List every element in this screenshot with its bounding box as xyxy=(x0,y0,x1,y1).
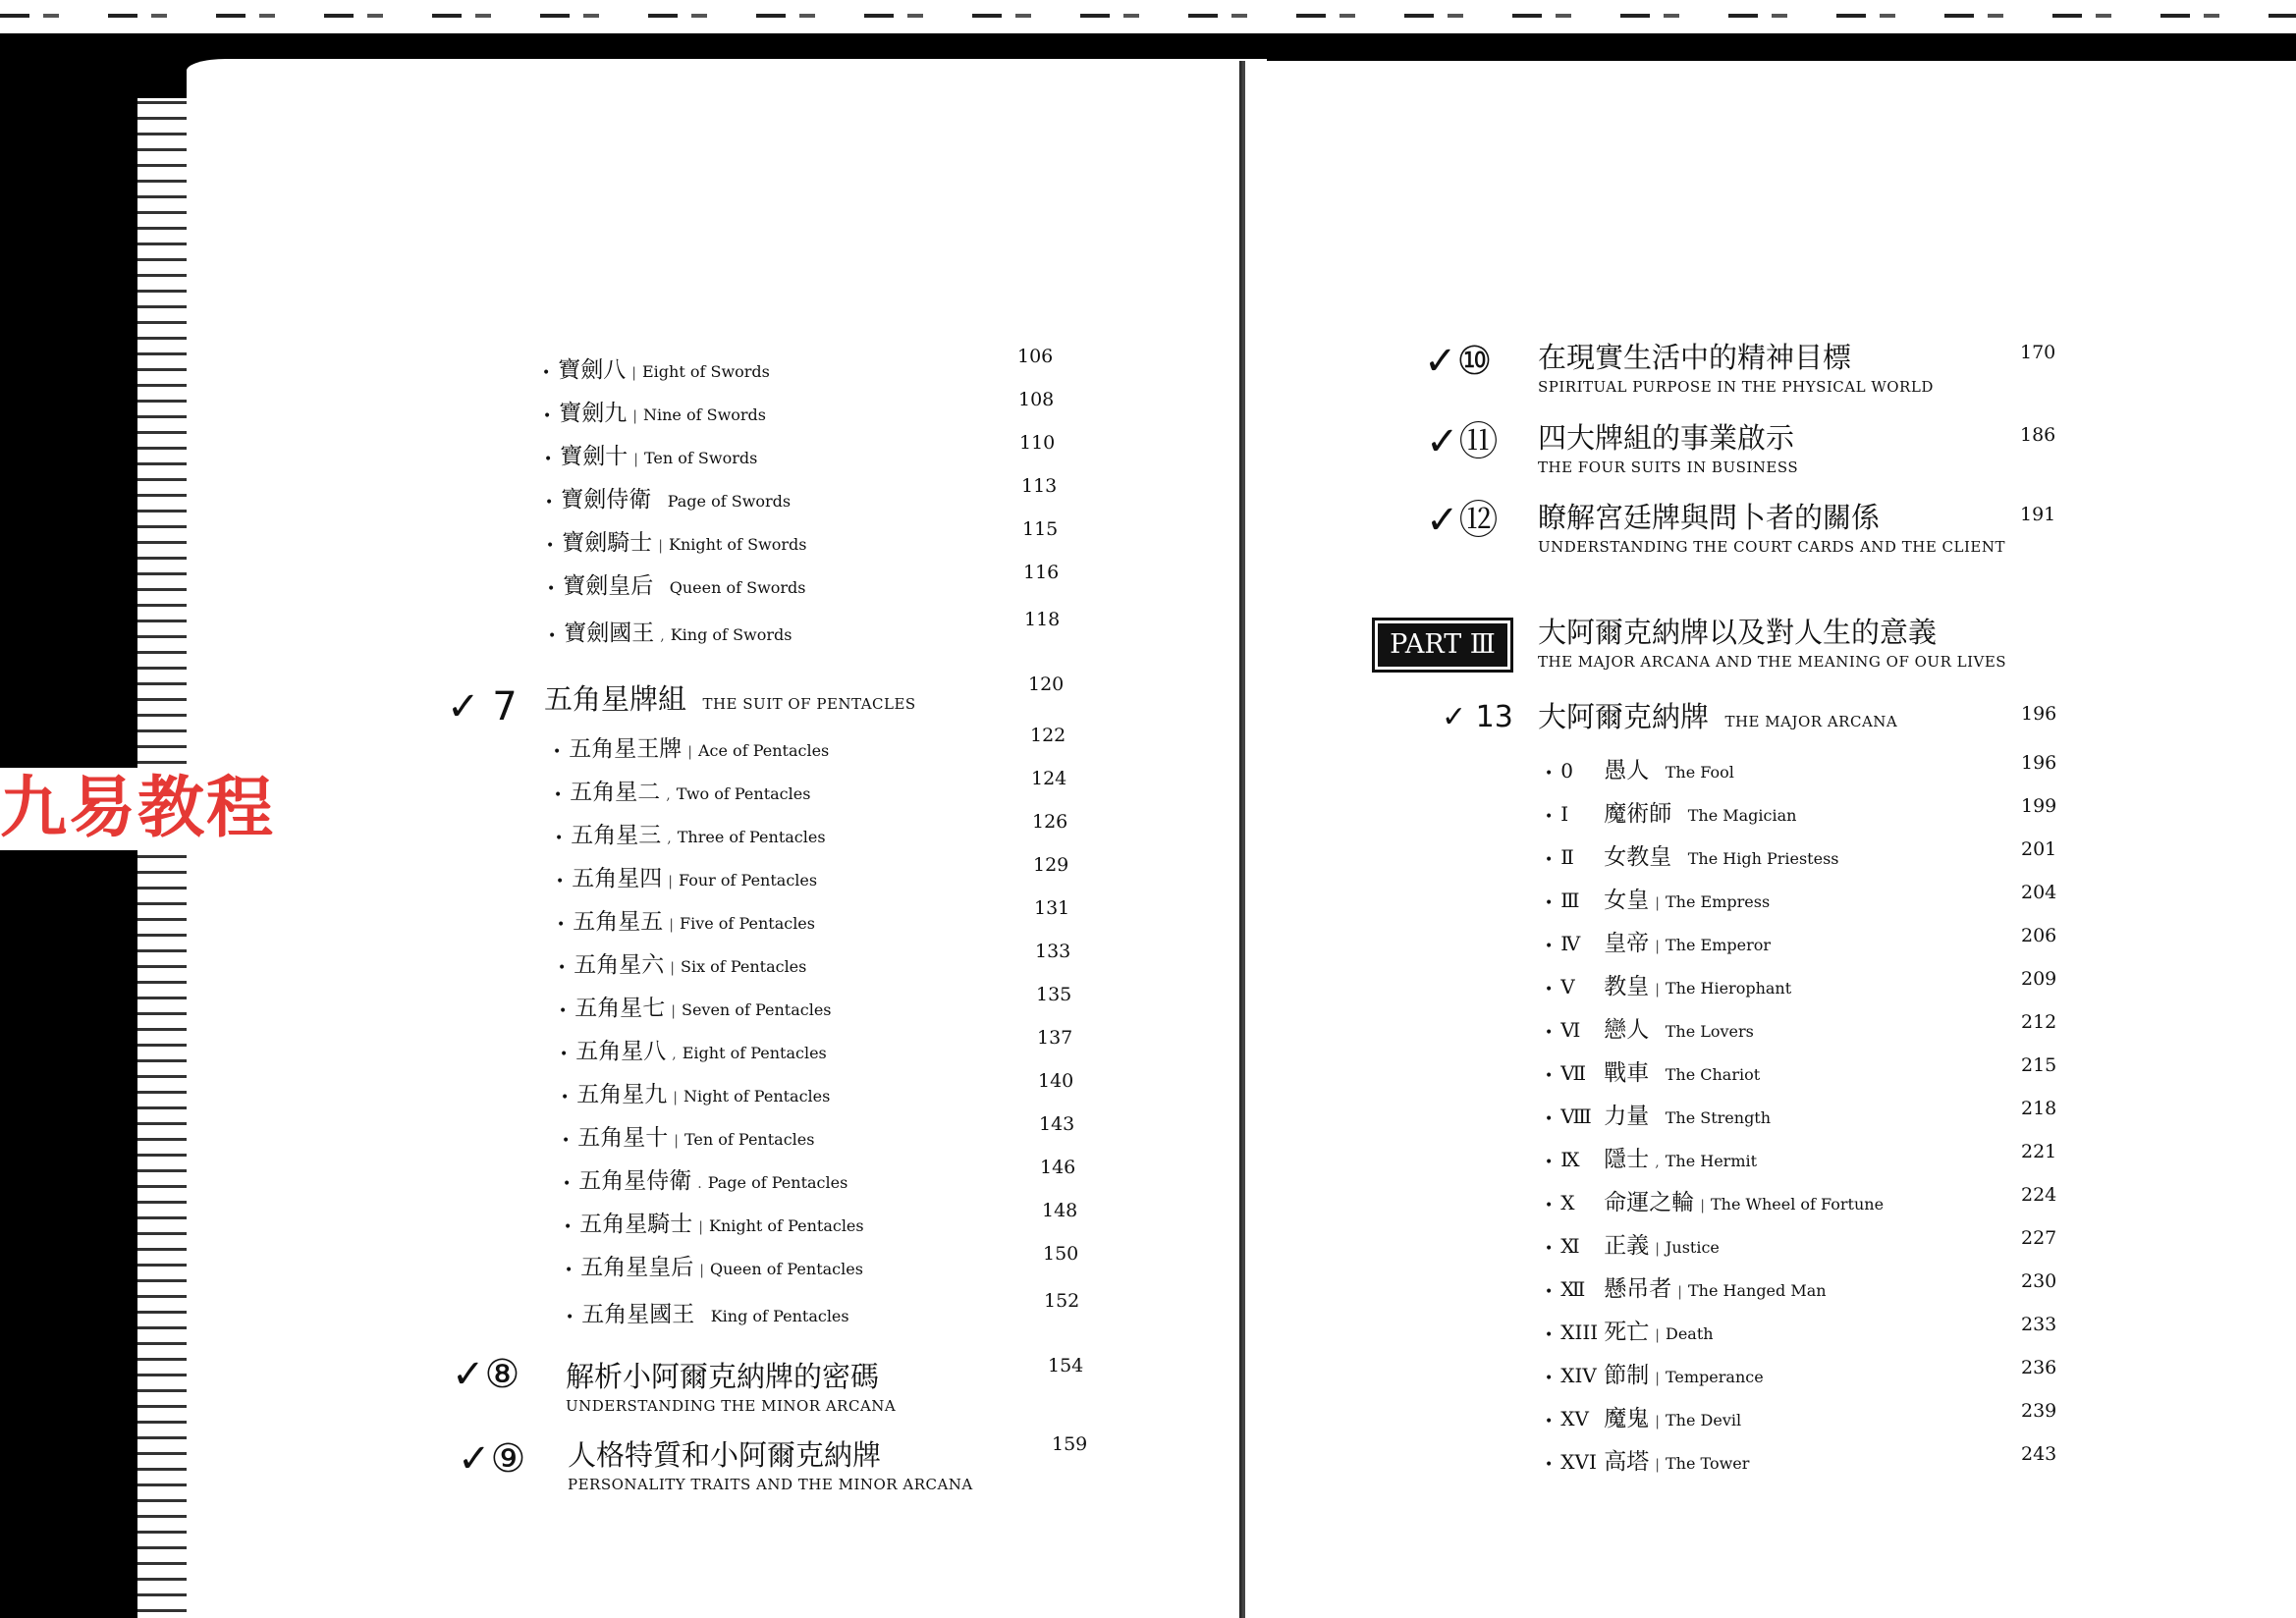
toc-entry[interactable]: • 五角星九 | Night of Pentacles xyxy=(561,1082,831,1107)
toc-entry[interactable]: • 寶劍侍衛 Page of Swords xyxy=(545,487,792,512)
watermark-logo: 九易教程 xyxy=(0,768,314,850)
page-number: 159 xyxy=(1052,1433,1088,1455)
toc-chapter-13[interactable]: 大阿爾克納牌 THE MAJOR ARCANA xyxy=(1538,700,1898,733)
page-number: 243 xyxy=(2021,1443,2057,1465)
page-number: 129 xyxy=(1033,854,1069,876)
page-number: 191 xyxy=(2020,504,2056,525)
toc-entry[interactable]: • 寶劍八 | Eight of Swords xyxy=(542,357,770,383)
toc-chapter-12[interactable]: 瞭解宮廷牌與問卜者的關係 UNDERSTANDING THE COURT CARDS AND THE CLIENT xyxy=(1538,501,2005,556)
toc-chapter-10[interactable]: 在現實生活中的精神目標 SPIRITUAL PURPOSE IN THE PHYSICAL WORLD xyxy=(1538,341,1934,396)
toc-entry[interactable]: • 五角星王牌 | Ace of Pentacles xyxy=(553,736,830,762)
page-number: 236 xyxy=(2021,1357,2057,1378)
page-number: 150 xyxy=(1043,1243,1079,1265)
toc-entry[interactable]: • 寶劍十 | Ten of Swords xyxy=(544,444,758,469)
toc-entry[interactable]: • Ⅷ 力量 The Strength xyxy=(1545,1104,1772,1129)
toc-entry[interactable]: • 寶劍騎士 | Knight of Swords xyxy=(546,530,807,556)
page-number: 239 xyxy=(2021,1400,2057,1422)
page-number: 118 xyxy=(1024,609,1061,630)
page-number: 215 xyxy=(2021,1054,2057,1076)
page-number: 106 xyxy=(1017,346,1054,367)
toc-chapter-11[interactable]: 四大牌組的事業啟示 THE FOUR SUITS IN BUSINESS xyxy=(1538,421,1799,476)
page-number: 230 xyxy=(2021,1270,2057,1292)
toc-part-3[interactable]: 大阿爾克納牌以及對人生的意義 THE MAJOR ARCANA AND THE MEANING OF OUR LIVES xyxy=(1538,616,2007,671)
toc-entry[interactable]: • 寶劍國王 , King of Swords xyxy=(548,620,793,646)
toc-entry[interactable]: • 五角星五 | Five of Pentacles xyxy=(557,909,815,935)
toc-entry[interactable]: • Ⅵ 戀人 The Lovers xyxy=(1545,1017,1754,1043)
toc-entry[interactable]: • 五角星騎士 | Knight of Pentacles xyxy=(564,1212,864,1237)
toc-entry[interactable]: • 五角星十 | Ten of Pentacles xyxy=(562,1125,815,1151)
page-number: 227 xyxy=(2021,1227,2057,1249)
toc-entry[interactable]: • Ⅻ 懸吊者 | The Hanged Man xyxy=(1545,1276,1827,1302)
page-number: 218 xyxy=(2021,1098,2057,1119)
page-number: 212 xyxy=(2021,1011,2057,1033)
handwritten-check-mark: ✓⑫ xyxy=(1426,498,1499,543)
page-number: 135 xyxy=(1036,984,1072,1005)
toc-entry[interactable]: • 五角星二 , Two of Pentacles xyxy=(554,780,811,805)
handwritten-check-mark: ✓⑧ xyxy=(452,1352,520,1397)
page-number: 126 xyxy=(1032,811,1068,833)
toc-entry[interactable]: • 五角星四 | Four of Pentacles xyxy=(556,866,818,891)
toc-entry[interactable]: • 0 愚人 The Fool xyxy=(1545,758,1734,783)
page-number: 113 xyxy=(1021,475,1058,497)
toc-entry[interactable]: • XV 魔鬼 | The Devil xyxy=(1545,1406,1742,1431)
part-badge: PART Ⅲ xyxy=(1372,618,1513,673)
handwritten-check-mark: ✓ 13 xyxy=(1442,700,1513,734)
handwritten-check-mark: ✓⑩ xyxy=(1424,339,1493,384)
toc-entry[interactable]: • Ⅲ 女皇 | The Empress xyxy=(1545,888,1771,913)
toc-entry[interactable]: • 五角星皇后 | Queen of Pentacles xyxy=(565,1255,863,1280)
page-number: 115 xyxy=(1022,518,1059,540)
toc-entry[interactable]: • Ⅳ 皇帝 | The Emperor xyxy=(1545,931,1772,956)
page-number: 170 xyxy=(2020,342,2056,363)
page-number: 196 xyxy=(2021,752,2057,774)
scan-top-noise xyxy=(0,14,2296,18)
toc-entry[interactable]: • XVI 高塔 | The Tower xyxy=(1545,1449,1750,1475)
handwritten-check-mark: ✓ 7 xyxy=(447,684,518,729)
page-number: 122 xyxy=(1030,725,1066,746)
page-number: 146 xyxy=(1040,1157,1076,1178)
toc-entry[interactable]: • 五角星國王 King of Pentacles xyxy=(566,1302,849,1327)
page-number: 124 xyxy=(1031,768,1067,789)
toc-chapter-7[interactable]: 五角星牌組 THE SUIT OF PENTACLES xyxy=(544,682,916,716)
page-number: 209 xyxy=(2021,968,2057,990)
toc-entry[interactable]: • 五角星七 | Seven of Pentacles xyxy=(559,996,832,1021)
page-number: 154 xyxy=(1048,1355,1084,1376)
toc-entry[interactable]: • 五角星三 , Three of Pentacles xyxy=(555,823,826,848)
toc-entry[interactable]: • 五角星六 | Six of Pentacles xyxy=(558,952,807,978)
page-number: 120 xyxy=(1028,674,1065,695)
page-number: 148 xyxy=(1042,1200,1078,1221)
page-number: 133 xyxy=(1035,941,1071,962)
page-number: 221 xyxy=(2021,1141,2057,1162)
page-number: 140 xyxy=(1038,1070,1074,1092)
page-number: 110 xyxy=(1019,432,1056,454)
page-number: 201 xyxy=(2021,838,2057,860)
page-number: 204 xyxy=(2021,882,2057,903)
page-number: 206 xyxy=(2021,925,2057,946)
toc-entry[interactable]: • Ⅸ 隱士 , The Hermit xyxy=(1545,1147,1758,1172)
toc-entry[interactable]: • 寶劍九 | Nine of Swords xyxy=(543,401,766,426)
page-number: 224 xyxy=(2021,1184,2057,1206)
toc-chapter-9[interactable]: 人格特質和小阿爾克納牌 PERSONALITY TRAITS AND THE MINOR ARCANA xyxy=(568,1438,973,1493)
toc-entry[interactable]: • Ⅺ 正義 | Justice xyxy=(1545,1233,1720,1259)
toc-chapter-8[interactable]: 解析小阿爾克納牌的密碼 UNDERSTANDING THE MINOR ARCANA xyxy=(566,1360,897,1415)
toc-entry[interactable]: • 五角星八 , Eight of Pentacles xyxy=(560,1039,827,1064)
page-number: 152 xyxy=(1044,1290,1080,1312)
page-number: 186 xyxy=(2020,424,2056,446)
handwritten-check-mark: ✓⑪ xyxy=(1426,419,1499,464)
page-number: 137 xyxy=(1037,1027,1073,1049)
page-number: 196 xyxy=(2021,703,2057,725)
toc-entry[interactable]: • Ⅹ 命運之輪 | The Wheel of Fortune xyxy=(1545,1190,1885,1215)
toc-entry[interactable]: • XIV 節制 | Temperance xyxy=(1545,1363,1764,1388)
toc-entry[interactable]: • 五角星侍衛 . Page of Pentacles xyxy=(563,1168,848,1194)
toc-entry[interactable]: • XIII 死亡 | Death xyxy=(1545,1320,1714,1345)
page-number: 131 xyxy=(1034,897,1070,919)
toc-entry[interactable]: • Ⅰ 魔術師 The Magician xyxy=(1545,801,1797,827)
page-number: 143 xyxy=(1039,1113,1075,1135)
handwritten-check-mark: ✓⑨ xyxy=(458,1436,526,1482)
page-number: 233 xyxy=(2021,1314,2057,1335)
page-number: 108 xyxy=(1018,389,1055,410)
toc-entry[interactable]: • Ⅴ 教皇 | The Hierophant xyxy=(1545,974,1792,999)
toc-entry[interactable]: • Ⅶ 戰車 The Chariot xyxy=(1545,1060,1761,1086)
page-number: 116 xyxy=(1023,562,1060,583)
toc-entry[interactable]: • Ⅱ 女教皇 The High Priestess xyxy=(1545,844,1839,870)
toc-entry[interactable]: • 寶劍皇后 Queen of Swords xyxy=(547,573,806,599)
page-number: 199 xyxy=(2021,795,2057,817)
